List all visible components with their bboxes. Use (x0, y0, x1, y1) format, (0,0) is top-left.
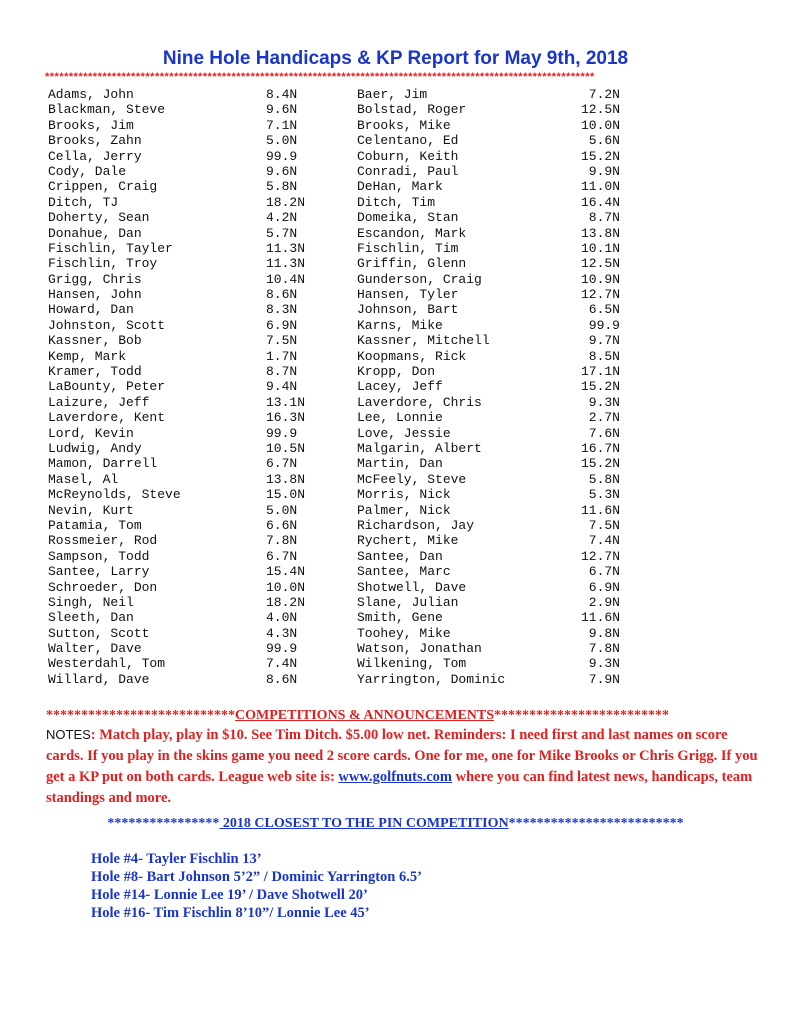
notes-tail: where you can find latest news, handicaps, team standings and more. (46, 769, 753, 806)
handicap-value: 6.7N (266, 456, 298, 472)
handicap-value: 6.7N (266, 548, 298, 564)
player-name: Masel, Al (48, 471, 119, 487)
handicap-value: 11.6N (580, 502, 620, 518)
player-name: Sutton, Scott (48, 625, 150, 641)
handicap-value: 99.9 (266, 641, 298, 657)
roster-row (0, 195, 791, 210)
handicap-value: 15.0N (266, 487, 306, 503)
handicap-value: 9.7N (588, 333, 620, 349)
handicap-value: 5.8N (266, 179, 298, 195)
handicap-value: 12.5N (580, 256, 620, 272)
roster-row (0, 349, 791, 364)
player-name: Watson, Jonathan (357, 641, 482, 657)
roster-row (0, 333, 791, 348)
handicap-value: 7.2N (588, 87, 620, 102)
handicap-value: 15.2N (580, 456, 620, 472)
roster-row (0, 503, 791, 518)
player-name: Love, Jessie (357, 425, 451, 441)
player-name: Griffin, Glenn (357, 256, 467, 272)
player-name: Baer, Jim (357, 87, 428, 102)
player-name: Blackman, Steve (48, 102, 166, 118)
player-name: Celentano, Ed (357, 133, 459, 149)
handicap-value: 4.3N (266, 625, 298, 641)
handicap-value: 18.2N (266, 594, 306, 610)
handicap-value: 5.0N (266, 502, 298, 518)
player-name: Santee, Marc (357, 564, 451, 580)
handicap-value: 18.2N (266, 194, 306, 210)
player-name: Singh, Neil (48, 594, 134, 610)
handicap-value: 10.0N (266, 579, 306, 595)
handicap-value: 9.3N (588, 394, 620, 410)
player-name: Ditch, TJ (48, 194, 119, 210)
handicap-value: 7.9N (588, 671, 620, 687)
player-name: Hansen, Tyler (357, 287, 459, 303)
player-name: Malgarin, Albert (357, 440, 482, 456)
kp-result: Hole #16- Tim Fischlin 8’10”/ Lonnie Lee 45’ (91, 905, 370, 921)
handicap-value: 12.5N (580, 102, 620, 118)
handicap-value: 11.3N (266, 256, 306, 272)
player-name: Schroeder, Don (48, 579, 158, 595)
handicap-value: 5.8N (588, 471, 620, 487)
roster-row (0, 241, 791, 256)
player-name: Johnston, Scott (48, 317, 166, 333)
handicap-value: 5.3N (588, 487, 620, 503)
player-name: Grigg, Chris (48, 271, 142, 287)
roster-row (0, 441, 791, 456)
handicap-value: 99.9 (266, 425, 298, 441)
player-name: Santee, Larry (48, 564, 150, 580)
title-divider: ******************************************************************************************************************* (45, 71, 595, 83)
player-name: Kramer, Todd (48, 364, 142, 380)
player-name: Rychert, Mike (357, 533, 459, 549)
player-name: Cody, Dale (48, 163, 127, 179)
handicap-value: 13.1N (266, 394, 306, 410)
player-name: Kassner, Bob (48, 333, 142, 349)
roster-row (0, 487, 791, 502)
player-name: Howard, Dan (48, 302, 134, 318)
player-name: Brooks, Jim (48, 117, 134, 133)
player-name: Santee, Dan (357, 548, 443, 564)
handicap-value: 7.4N (588, 533, 620, 549)
roster-row (0, 626, 791, 641)
handicap-value: 7.6N (588, 425, 620, 441)
handicap-value: 13.8N (266, 471, 306, 487)
handicap-value: 10.5N (266, 440, 306, 456)
handicap-value: 10.0N (580, 117, 620, 133)
handicap-value: 5.0N (266, 133, 298, 149)
handicap-value: 8.5N (588, 348, 620, 364)
handicap-value: 9.6N (266, 163, 298, 179)
roster-row (0, 549, 791, 564)
player-name: Sleeth, Dan (48, 610, 134, 626)
handicap-value: 8.6N (266, 671, 298, 687)
player-name: Conradi, Paul (357, 163, 459, 179)
player-name: Westerdahl, Tom (48, 656, 166, 672)
player-name: Nevin, Kurt (48, 502, 134, 518)
handicap-value: 10.9N (580, 271, 620, 287)
kp-title: 2018 CLOSEST TO THE PIN COMPETITION (219, 816, 509, 831)
league-website-link[interactable]: www.golfnuts.com (338, 769, 453, 785)
player-name: Ditch, Tim (357, 194, 436, 210)
roster-row (0, 564, 791, 579)
roster-row (0, 410, 791, 425)
player-name: Escandon, Mark (357, 225, 467, 241)
player-name: Palmer, Nick (357, 502, 451, 518)
roster-row (0, 656, 791, 671)
player-name: Coburn, Keith (357, 148, 459, 164)
player-name: Ludwig, Andy (48, 440, 142, 456)
roster-row (0, 302, 791, 317)
player-name: Willard, Dave (48, 671, 150, 687)
player-name: Walter, Dave (48, 641, 142, 657)
roster-row (0, 456, 791, 471)
handicap-value: 16.3N (266, 410, 306, 426)
player-name: Kassner, Mitchell (357, 333, 490, 349)
handicap-value: 17.1N (580, 364, 620, 380)
player-name: Patamia, Tom (48, 517, 142, 533)
handicap-value: 6.9N (588, 579, 620, 595)
handicap-value: 5.6N (588, 133, 620, 149)
handicap-value: 99.9 (588, 317, 620, 333)
roster-row (0, 87, 791, 102)
handicap-roster (0, 87, 791, 687)
player-name: Rossmeier, Rod (48, 533, 158, 549)
player-name: Laverdore, Kent (48, 410, 166, 426)
handicap-value: 11.6N (580, 610, 620, 626)
handicap-value: 99.9 (266, 148, 298, 164)
player-name: Crippen, Craig (48, 179, 158, 195)
handicap-value: 12.7N (580, 548, 620, 564)
roster-row (0, 518, 791, 533)
handicap-value: 7.5N (266, 333, 298, 349)
player-name: Slane, Julian (357, 594, 459, 610)
kp-result: Hole #14- Lonnie Lee 19’ / Dave Shotwell 20’ (91, 887, 368, 903)
kp-result: Hole #4- Tayler Fischlin 13’ (91, 851, 262, 867)
handicap-value: 2.7N (588, 410, 620, 426)
player-name: Morris, Nick (357, 487, 451, 503)
handicap-value: 8.7N (266, 364, 298, 380)
stars-left: **************** (107, 816, 220, 831)
handicap-value: 7.5N (588, 517, 620, 533)
roster-row (0, 641, 791, 656)
roster-row (0, 149, 791, 164)
player-name: Lord, Kevin (48, 425, 134, 441)
player-name: Richardson, Jay (357, 517, 475, 533)
player-name: Kemp, Mark (48, 348, 127, 364)
player-name: Donahue, Dan (48, 225, 142, 241)
player-name: McReynolds, Steve (48, 487, 181, 503)
stars-left: *************************** (46, 708, 235, 723)
stars-right: ************************* (494, 708, 670, 723)
handicap-value: 9.6N (266, 102, 298, 118)
notes-text: : Match play, play in $10. See Tim Ditch. $5.00 low net. Reminders: I need first and last names on score cards. If you play in the skins game you need 2 score cards. One for me, one for Mike Brooks or Chris Grigg. If you get a KP put on both cards. League web site is: (46, 727, 758, 785)
player-name: Cella, Jerry (48, 148, 142, 164)
handicap-value: 16.7N (580, 440, 620, 456)
roster-row (0, 287, 791, 302)
handicap-value: 2.9N (588, 594, 620, 610)
handicap-value: 9.8N (588, 625, 620, 641)
roster-row (0, 672, 791, 687)
player-name: Shotwell, Dave (357, 579, 467, 595)
player-name: Fischlin, Tim (357, 240, 459, 256)
player-name: Koopmans, Rick (357, 348, 467, 364)
handicap-value: 4.0N (266, 610, 298, 626)
roster-row (0, 379, 791, 394)
announcements-notes (46, 724, 761, 809)
handicap-value: 9.9N (588, 163, 620, 179)
handicap-value: 8.6N (266, 287, 298, 303)
handicap-value: 12.7N (580, 287, 620, 303)
player-name: Wilkening, Tom (357, 656, 467, 672)
roster-row (0, 179, 791, 194)
kp-results-list (91, 850, 422, 922)
handicap-value: 1.7N (266, 348, 298, 364)
player-name: Lee, Lonnie (357, 410, 443, 426)
notes-label: NOTES (46, 727, 91, 742)
player-name: Kropp, Don (357, 364, 436, 380)
report-title: Nine Hole Handicaps & KP Report for May 9th, 2018 (162, 48, 629, 69)
player-name: Laverdore, Chris (357, 394, 482, 410)
player-name: Gunderson, Craig (357, 271, 482, 287)
roster-row (0, 595, 791, 610)
roster-row (0, 133, 791, 148)
player-name: LaBounty, Peter (48, 379, 166, 395)
roster-row (0, 318, 791, 333)
stars-right: ************************* (508, 816, 684, 831)
handicap-value: 15.2N (580, 379, 620, 395)
player-name: Toohey, Mike (357, 625, 451, 641)
handicap-value: 8.3N (266, 302, 298, 318)
roster-row (0, 395, 791, 410)
announcements-heading (46, 708, 766, 724)
roster-row (0, 426, 791, 441)
roster-row (0, 118, 791, 133)
player-name: Smith, Gene (357, 610, 443, 626)
handicap-value: 9.4N (266, 379, 298, 395)
handicap-value: 15.2N (580, 148, 620, 164)
roster-row (0, 102, 791, 117)
handicap-value: 6.5N (588, 302, 620, 318)
roster-row (0, 256, 791, 271)
player-name: Adams, John (48, 87, 134, 102)
player-name: Domeika, Stan (357, 210, 459, 226)
player-name: Brooks, Mike (357, 117, 451, 133)
handicap-value: 4.2N (266, 210, 298, 226)
kp-result: Hole #8- Bart Johnson 5’2” / Dominic Yarrington 6.5’ (91, 869, 422, 885)
handicap-value: 10.1N (580, 240, 620, 256)
handicap-value: 7.8N (266, 533, 298, 549)
handicap-value: 7.1N (266, 117, 298, 133)
player-name: Martin, Dan (357, 456, 443, 472)
handicap-value: 6.9N (266, 317, 298, 333)
player-name: Doherty, Sean (48, 210, 150, 226)
handicap-value: 15.4N (266, 564, 306, 580)
handicap-value: 11.3N (266, 240, 306, 256)
roster-row (0, 472, 791, 487)
player-name: DeHan, Mark (357, 179, 443, 195)
roster-row (0, 610, 791, 625)
player-name: Brooks, Zahn (48, 133, 142, 149)
player-name: Lacey, Jeff (357, 379, 443, 395)
handicap-value: 10.4N (266, 271, 306, 287)
player-name: Hansen, John (48, 287, 142, 303)
roster-row (0, 210, 791, 225)
handicap-value: 8.7N (588, 210, 620, 226)
handicap-value: 7.8N (588, 641, 620, 657)
roster-row (0, 364, 791, 379)
roster-row (0, 164, 791, 179)
roster-row (0, 272, 791, 287)
handicap-value: 6.7N (588, 564, 620, 580)
player-name: Laizure, Jeff (48, 394, 150, 410)
handicap-value: 13.8N (580, 225, 620, 241)
player-name: Yarrington, Dominic (357, 671, 506, 687)
player-name: Johnson, Bart (357, 302, 459, 318)
announcements-title: COMPETITIONS & ANNOUNCEMENTS (235, 708, 495, 723)
handicap-value: 9.3N (588, 656, 620, 672)
handicap-value: 16.4N (580, 194, 620, 210)
handicap-value: 11.0N (580, 179, 620, 195)
kp-heading (0, 816, 791, 832)
handicap-value: 6.6N (266, 517, 298, 533)
roster-row (0, 580, 791, 595)
handicap-value: 5.7N (266, 225, 298, 241)
player-name: Mamon, Darrell (48, 456, 158, 472)
player-name: McFeely, Steve (357, 471, 467, 487)
handicap-value: 7.4N (266, 656, 298, 672)
player-name: Fischlin, Tayler (48, 240, 173, 256)
roster-row (0, 533, 791, 548)
player-name: Sampson, Todd (48, 548, 150, 564)
roster-row (0, 226, 791, 241)
player-name: Karns, Mike (357, 317, 443, 333)
player-name: Bolstad, Roger (357, 102, 467, 118)
handicap-value: 8.4N (266, 87, 298, 102)
player-name: Fischlin, Troy (48, 256, 158, 272)
